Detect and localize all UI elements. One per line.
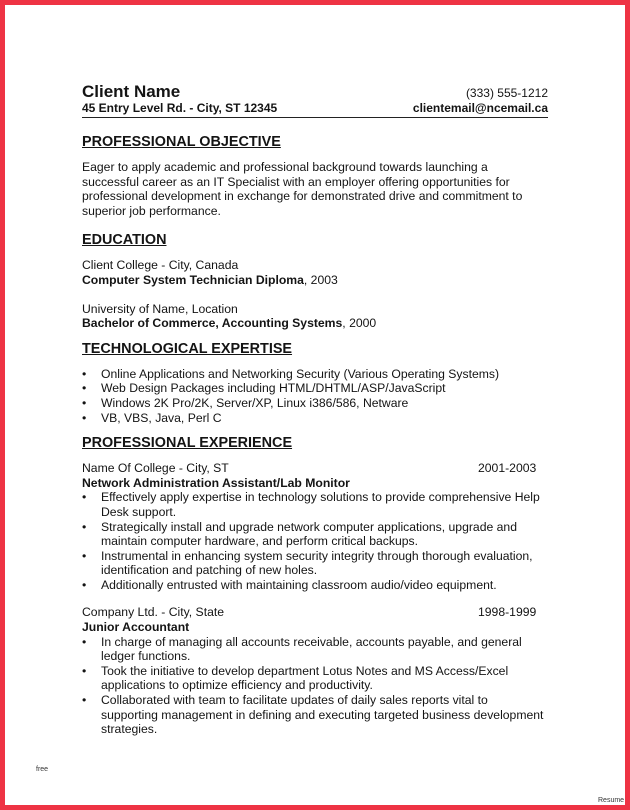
experience-heading: PROFESSIONAL EXPERIENCE xyxy=(82,435,293,452)
job-entry xyxy=(82,461,548,592)
header-top-row xyxy=(82,82,548,101)
client-name: Client Name xyxy=(82,82,181,101)
job-bullets xyxy=(82,635,548,737)
list-item: • Additionally entrusted with maintaining classroom audio/video equipment. xyxy=(82,578,548,593)
expertise-heading: TECHNOLOGICAL EXPERTISE xyxy=(82,340,293,357)
job-bullets xyxy=(82,490,548,592)
footer-label-free: free xyxy=(36,766,49,773)
education-degree-line xyxy=(82,273,548,288)
education-year: , 2003 xyxy=(303,272,338,287)
expertise-list xyxy=(82,367,548,425)
list-item: • Instrumental in enhancing system security integrity through thorough evaluation, identification and patching of new holes. xyxy=(82,549,548,578)
education-entry xyxy=(82,258,548,287)
job-dates: 2001-2003 xyxy=(478,461,537,476)
phone-number: (333) 555-1212 xyxy=(465,86,548,101)
list-item: • Collaborated with team to facilitate updates of daily sales reports vital to supporting management in defining and executing targeted business development strategies. xyxy=(82,693,548,737)
education-school: University of Name, Location xyxy=(82,301,238,316)
resume-document xyxy=(82,82,548,737)
education-degree: Computer System Technician Diploma xyxy=(82,272,304,287)
email: clientemail@ncemail.ca xyxy=(412,101,548,115)
education-heading: EDUCATION xyxy=(82,232,167,249)
header-contact-row xyxy=(82,101,548,118)
education-entry xyxy=(82,302,548,331)
job-header xyxy=(82,461,548,476)
education-degree-line xyxy=(82,316,548,331)
job-employer: Name Of College - City, ST xyxy=(82,461,229,476)
job-title: Network Administration Assistant/Lab Monitor xyxy=(82,475,350,490)
job-entry xyxy=(82,605,548,736)
list-item: • Online Applications and Networking Security (Various Operating Systems) xyxy=(82,367,548,382)
list-item: • Web Design Packages including HTML/DHTML/ASP/JavaScript xyxy=(82,381,548,396)
job-employer: Company Ltd. - City, State xyxy=(82,605,225,620)
list-item: • Took the initiative to develop department Lotus Notes and MS Access/Excel applications to optimize efficiency and productivity. xyxy=(82,664,548,693)
list-item: • Windows 2K Pro/2K, Server/XP, Linux i386/586, Netware xyxy=(82,396,548,411)
list-item: • Effectively apply expertise in technology solutions to provide comprehensive Help Desk support. xyxy=(82,490,548,519)
job-header xyxy=(82,605,548,620)
list-item: • Strategically install and upgrade network computer applications, upgrade and maintain computer hardware, and perform critical backups. xyxy=(82,520,548,549)
address: 45 Entry Level Rd. - City, ST 12345 xyxy=(82,101,278,115)
footer-label-resume: Resume xyxy=(598,797,625,804)
job-title: Junior Accountant xyxy=(82,620,190,635)
list-item: • In charge of managing all accounts receivable, accounts payable, and general ledger functions. xyxy=(82,635,548,664)
objective-heading: PROFESSIONAL OBJECTIVE xyxy=(82,134,281,150)
education-school: Client College - City, Canada xyxy=(82,258,239,273)
education-degree: Bachelor of Commerce, Accounting Systems xyxy=(82,316,343,331)
objective-text: Eager to apply academic and professional background towards launching a successful career as an IT Specialist with an employer offering opportunities for professional development in exchange for demonstrated drive and commitment to superior job performance. xyxy=(82,160,523,218)
education-year: , 2000 xyxy=(342,316,377,331)
list-item: • VB, VBS, Java, Perl C xyxy=(82,411,548,426)
job-dates: 1998-1999 xyxy=(478,605,537,620)
